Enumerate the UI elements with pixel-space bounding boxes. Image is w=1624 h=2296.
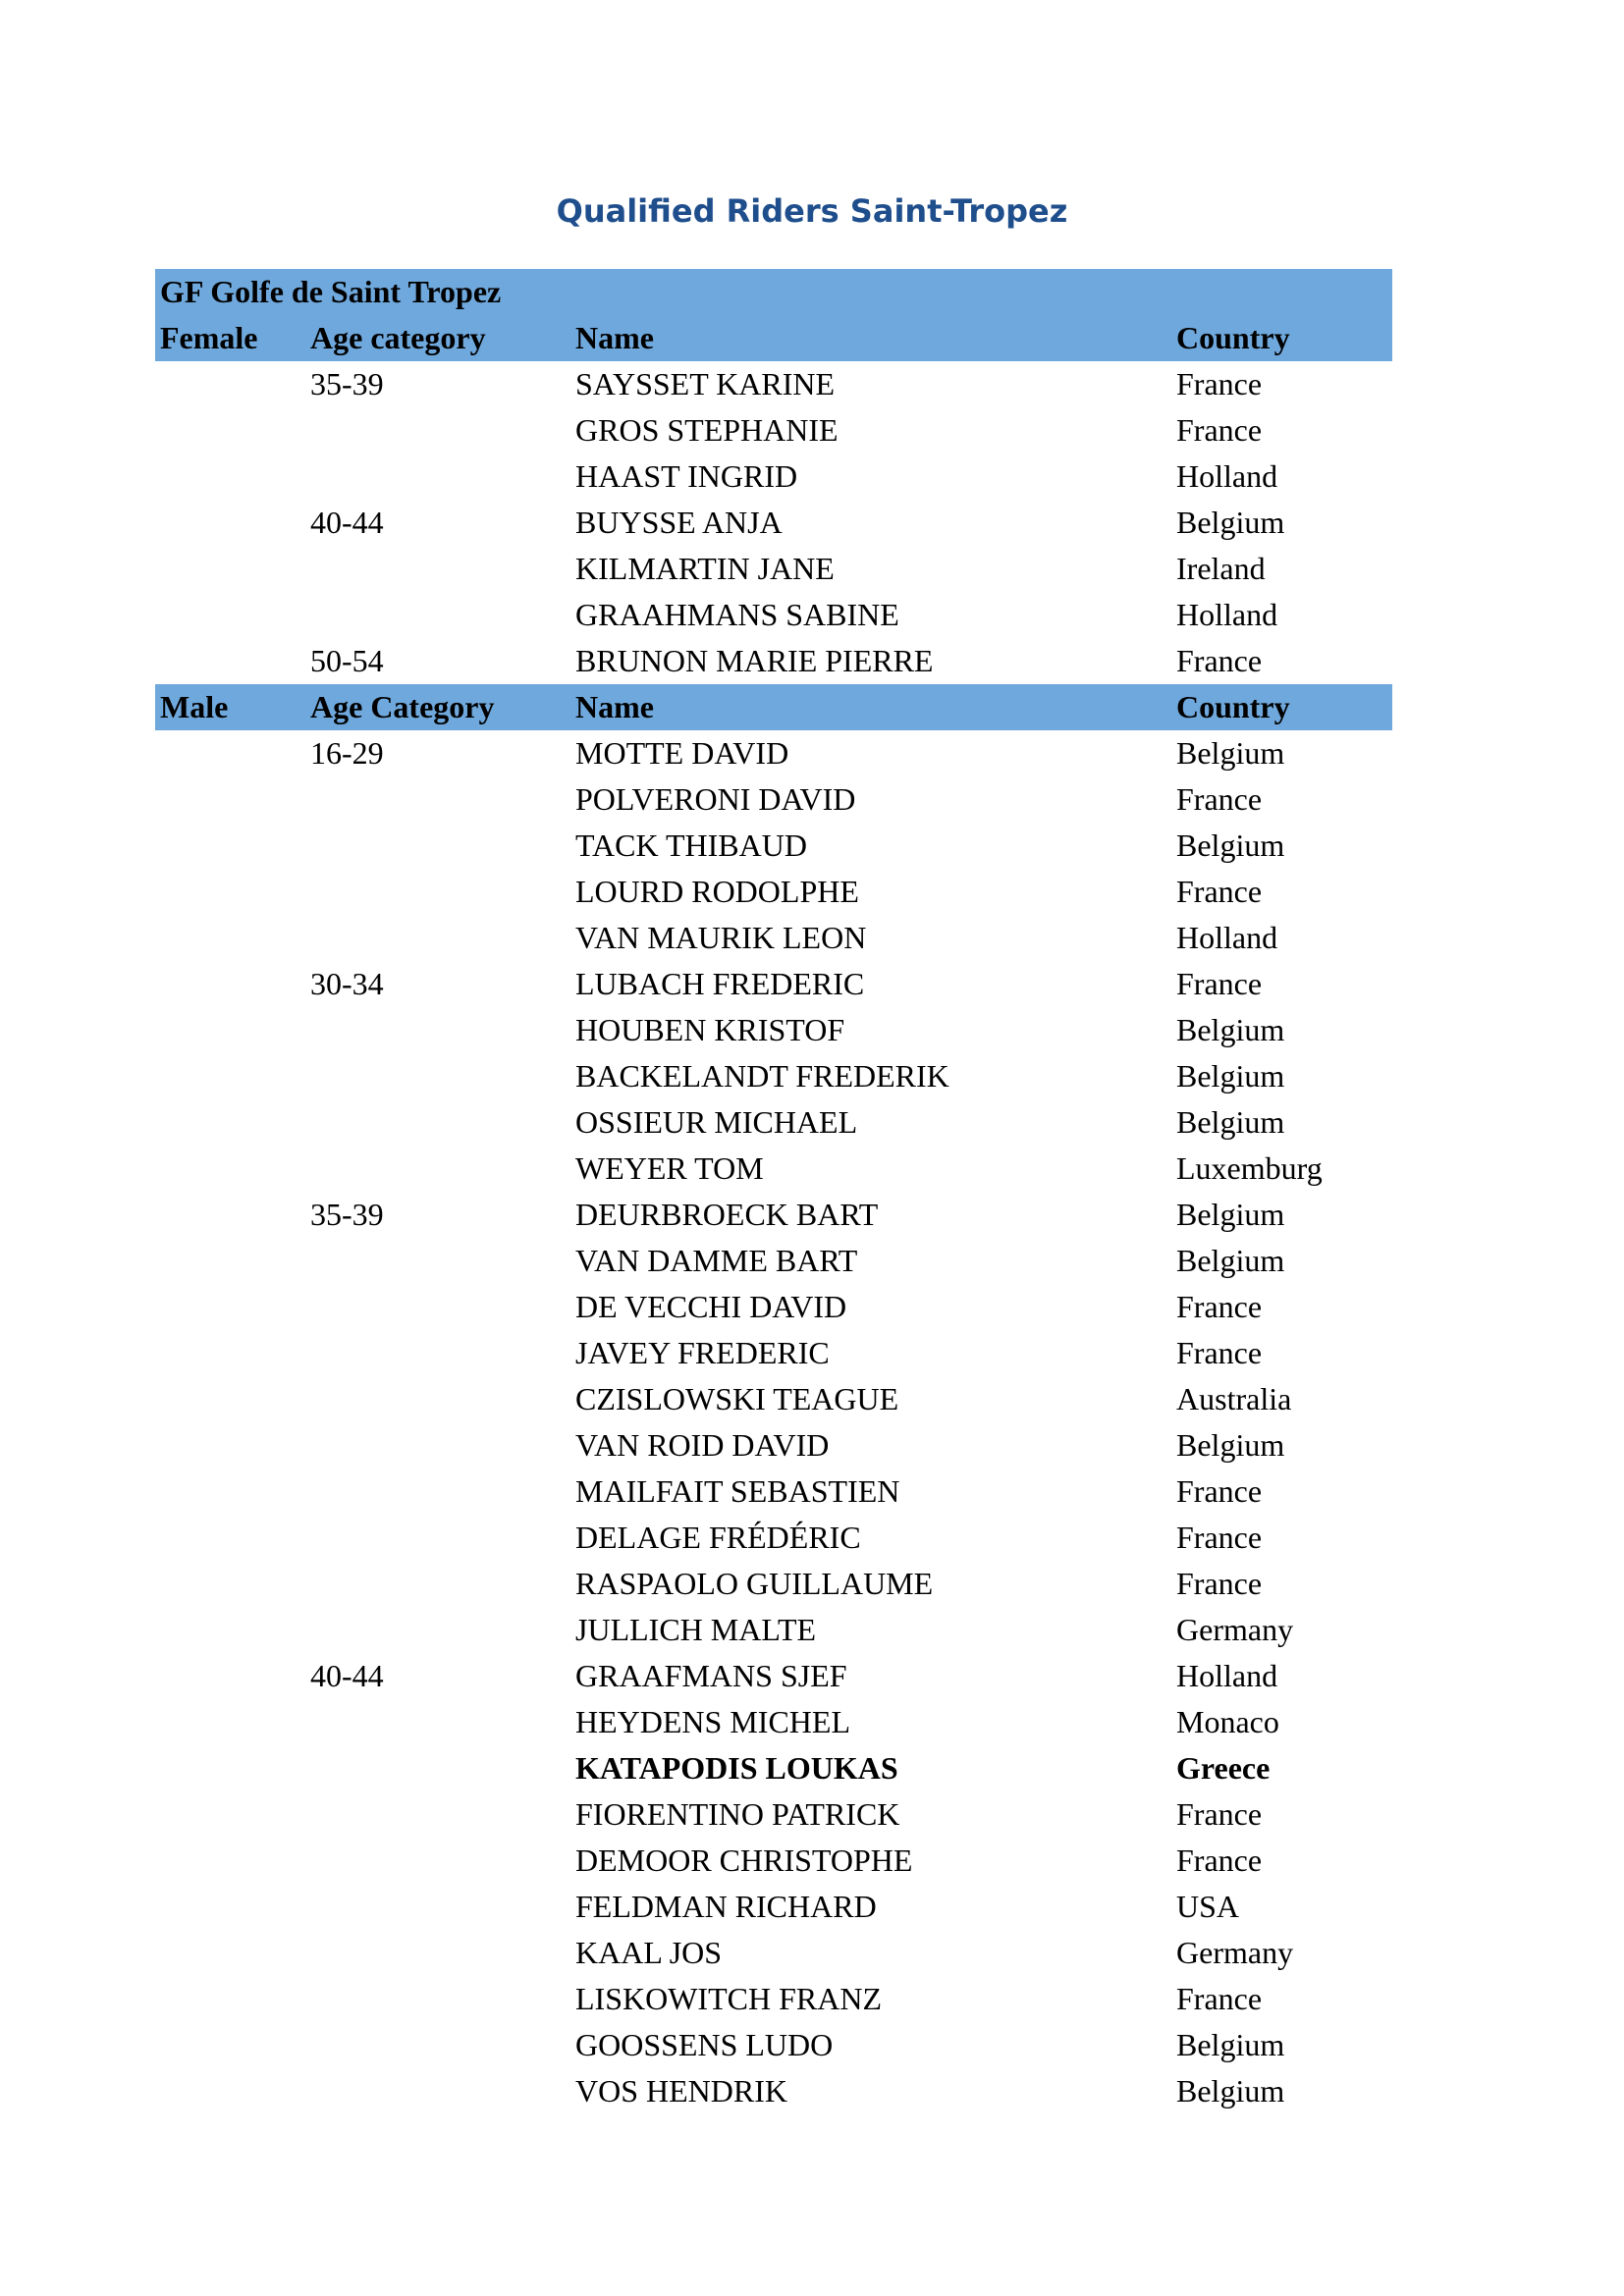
rider-name-cell: HEYDENS MICHEL bbox=[575, 1704, 850, 1739]
table-row bbox=[155, 1099, 1392, 1146]
rider-name-cell: CZISLOWSKI TEAGUE bbox=[575, 1381, 899, 1416]
table-row bbox=[155, 1146, 1392, 1192]
table-row bbox=[155, 546, 1392, 592]
table-row bbox=[155, 1745, 1392, 1791]
sheet-title-row bbox=[155, 269, 1392, 315]
rider-name-cell: KAAL JOS bbox=[575, 1935, 723, 1970]
country-cell: France bbox=[1176, 1520, 1263, 1555]
table-row bbox=[155, 1653, 1392, 1699]
rider-name-cell: DE VECCHI DAVID bbox=[575, 1289, 847, 1324]
table-row bbox=[155, 454, 1392, 500]
rider-name-cell: OSSIEUR MICHAEL bbox=[575, 1104, 858, 1140]
country-cell: France bbox=[1176, 781, 1263, 817]
table-row bbox=[155, 1884, 1392, 1930]
rider-name-cell: BACKELANDT FREDERIK bbox=[575, 1058, 949, 1094]
male-group-label: Male bbox=[160, 689, 229, 724]
rider-name-cell: KATAPODIS LOUKAS bbox=[575, 1750, 898, 1786]
female-group-label: Female bbox=[160, 320, 258, 355]
rider-name-cell: TACK THIBAUD bbox=[575, 828, 807, 863]
rider-name-cell: GRAAFMANS SJEF bbox=[575, 1658, 847, 1693]
age-cell: 40-44 bbox=[310, 505, 384, 540]
country-cell: Belgium bbox=[1176, 505, 1285, 540]
name-column-header: Name bbox=[575, 320, 654, 355]
rider-name-cell: FIORENTINO PATRICK bbox=[575, 1796, 900, 1832]
country-cell: France bbox=[1176, 1796, 1263, 1832]
table-row bbox=[155, 407, 1392, 454]
name-column-header: Name bbox=[575, 689, 654, 724]
country-cell: Monaco bbox=[1176, 1704, 1279, 1739]
rider-name-cell: LISKOWITCH FRANZ bbox=[575, 1981, 882, 2016]
rider-name-cell: MAILFAIT SEBASTIEN bbox=[575, 1473, 900, 1509]
rider-name-cell: RASPAOLO GUILLAUME bbox=[575, 1566, 934, 1601]
table-row bbox=[155, 2068, 1392, 2114]
age-cell: 35-39 bbox=[310, 1197, 384, 1232]
table-row bbox=[155, 592, 1392, 638]
rider-name-cell: HAAST INGRID bbox=[575, 458, 798, 494]
table-row bbox=[155, 730, 1392, 776]
country-cell: Australia bbox=[1176, 1381, 1292, 1416]
age-cell: 50-54 bbox=[310, 643, 384, 678]
table-row bbox=[155, 869, 1392, 915]
country-cell: Holland bbox=[1176, 597, 1278, 632]
age-cell: 16-29 bbox=[310, 735, 384, 771]
table-row bbox=[155, 1515, 1392, 1561]
table-row bbox=[155, 1930, 1392, 1976]
table-row bbox=[155, 1007, 1392, 1053]
table-row bbox=[155, 2022, 1392, 2068]
country-column-header: Country bbox=[1176, 320, 1290, 355]
country-cell: USA bbox=[1176, 1889, 1240, 1924]
country-cell: France bbox=[1176, 1566, 1263, 1601]
age-cell: 40-44 bbox=[310, 1658, 384, 1693]
rider-name-cell: VOS HENDRIK bbox=[575, 2073, 787, 2109]
country-cell: France bbox=[1176, 412, 1263, 448]
country-cell: France bbox=[1176, 1335, 1263, 1370]
rider-name-cell: GROS STEPHANIE bbox=[575, 412, 839, 448]
country-cell: Belgium bbox=[1176, 2027, 1285, 2062]
table-row bbox=[155, 915, 1392, 961]
rider-name-cell: JULLICH MALTE bbox=[575, 1612, 817, 1647]
rider-name-cell: LUBACH FREDERIC bbox=[575, 966, 865, 1001]
rider-name-cell: LOURD RODOLPHE bbox=[575, 874, 859, 909]
country-cell: Germany bbox=[1176, 1612, 1294, 1647]
rider-name-cell: DEURBROECK BART bbox=[575, 1197, 879, 1232]
rider-name-cell: POLVERONI DAVID bbox=[575, 781, 856, 817]
country-cell: Holland bbox=[1176, 920, 1278, 955]
country-cell: France bbox=[1176, 1289, 1263, 1324]
female-header-row bbox=[155, 315, 1392, 361]
country-cell: Belgium bbox=[1176, 1243, 1285, 1278]
table-row bbox=[155, 1376, 1392, 1422]
table-row bbox=[155, 1192, 1392, 1238]
country-cell: Greece bbox=[1176, 1750, 1271, 1786]
country-cell: Belgium bbox=[1176, 1427, 1285, 1463]
rider-name-cell: WEYER TOM bbox=[575, 1150, 764, 1186]
male-header-row bbox=[155, 684, 1392, 730]
table-row bbox=[155, 1791, 1392, 1838]
table-row bbox=[155, 500, 1392, 546]
table-row bbox=[155, 1330, 1392, 1376]
rider-name-cell: FELDMAN RICHARD bbox=[575, 1889, 877, 1924]
rider-name-cell: VAN DAMME BART bbox=[575, 1243, 858, 1278]
riders-table bbox=[155, 269, 1392, 2114]
table-row bbox=[155, 361, 1392, 407]
male-riders-list bbox=[155, 730, 1392, 2114]
sheet-title: GF Golfe de Saint Tropez bbox=[160, 274, 502, 309]
country-cell: France bbox=[1176, 1473, 1263, 1509]
age-column-header: Age category bbox=[310, 320, 486, 355]
country-cell: Belgium bbox=[1176, 828, 1285, 863]
country-cell: France bbox=[1176, 643, 1263, 678]
country-cell: Belgium bbox=[1176, 1058, 1285, 1094]
age-column-header: Age Category bbox=[310, 689, 495, 724]
rider-name-cell: GOOSSENS LUDO bbox=[575, 2027, 834, 2062]
table-row bbox=[155, 1422, 1392, 1468]
table-row bbox=[155, 1238, 1392, 1284]
rider-name-cell: BUYSSE ANJA bbox=[575, 505, 783, 540]
rider-name-cell: DEMOOR CHRISTOPHE bbox=[575, 1842, 913, 1878]
rider-name-cell: JAVEY FREDERIC bbox=[575, 1335, 830, 1370]
country-column-header: Country bbox=[1176, 689, 1290, 724]
page-title: Qualified Riders Saint-Tropez bbox=[556, 192, 1068, 230]
age-cell: 35-39 bbox=[310, 366, 384, 401]
table-row bbox=[155, 1561, 1392, 1607]
rider-name-cell: DELAGE FRÉDÉRIC bbox=[575, 1520, 861, 1555]
table-row bbox=[155, 823, 1392, 869]
age-cell: 30-34 bbox=[310, 966, 384, 1001]
table-row bbox=[155, 776, 1392, 823]
rider-name-cell: GRAAHMANS SABINE bbox=[575, 597, 899, 632]
country-cell: Holland bbox=[1176, 1658, 1278, 1693]
rider-name-cell: BRUNON MARIE PIERRE bbox=[575, 643, 934, 678]
country-cell: France bbox=[1176, 1981, 1263, 2016]
country-cell: France bbox=[1176, 874, 1263, 909]
country-cell: France bbox=[1176, 966, 1263, 1001]
country-cell: Holland bbox=[1176, 458, 1278, 494]
rider-name-cell: KILMARTIN JANE bbox=[575, 551, 835, 586]
rider-name-cell: SAYSSET KARINE bbox=[575, 366, 836, 401]
country-cell: Belgium bbox=[1176, 2073, 1285, 2109]
country-cell: France bbox=[1176, 366, 1263, 401]
country-cell: Belgium bbox=[1176, 1197, 1285, 1232]
country-cell: Belgium bbox=[1176, 1012, 1285, 1047]
country-cell: Germany bbox=[1176, 1935, 1294, 1970]
table-row bbox=[155, 1699, 1392, 1745]
table-row bbox=[155, 1976, 1392, 2022]
country-cell: Belgium bbox=[1176, 1104, 1285, 1140]
table-row bbox=[155, 1053, 1392, 1099]
female-riders-list bbox=[155, 361, 1392, 684]
rider-name-cell: MOTTE DAVID bbox=[575, 735, 789, 771]
country-cell: France bbox=[1176, 1842, 1263, 1878]
table-row bbox=[155, 1284, 1392, 1330]
rider-name-cell: VAN MAURIK LEON bbox=[575, 920, 867, 955]
country-cell: Belgium bbox=[1176, 735, 1285, 771]
table-row bbox=[155, 1468, 1392, 1515]
table-row bbox=[155, 638, 1392, 684]
country-cell: Luxemburg bbox=[1176, 1150, 1323, 1186]
table-row bbox=[155, 1838, 1392, 1884]
table-row bbox=[155, 1607, 1392, 1653]
rider-name-cell: HOUBEN KRISTOF bbox=[575, 1012, 845, 1047]
rider-name-cell: VAN ROID DAVID bbox=[575, 1427, 830, 1463]
country-cell: Ireland bbox=[1176, 551, 1266, 586]
table-row bbox=[155, 961, 1392, 1007]
